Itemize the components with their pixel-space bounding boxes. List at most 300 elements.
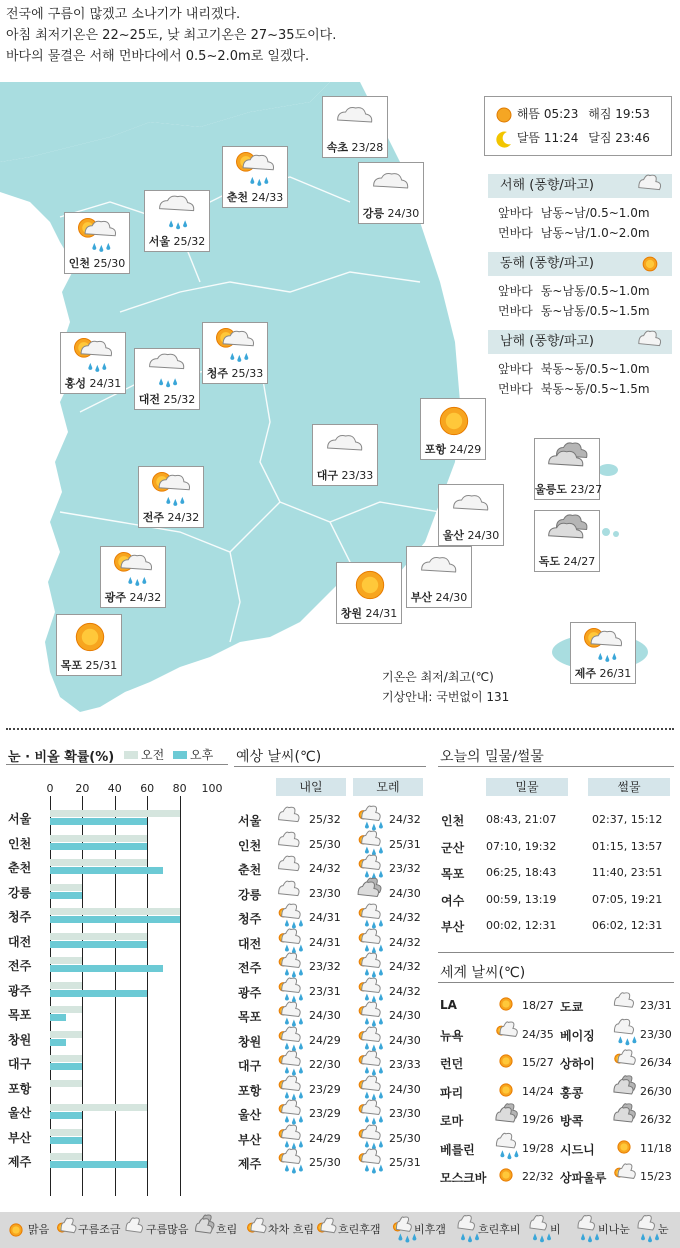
precip-city-label: 울산 — [8, 1106, 32, 1120]
forecast-dayafter-temp: 24/32 — [389, 911, 421, 924]
sun-cloud-rain-icon — [356, 1006, 378, 1022]
precip-city-label: 대구 — [8, 1057, 32, 1071]
precip-bar-am — [50, 1080, 82, 1087]
world-city-name: 도쿄 — [560, 1000, 584, 1014]
precip-bar-pm — [50, 1039, 66, 1046]
sea-region-title: 동해 (풍향/파고) — [500, 256, 595, 271]
cloudy-icon — [636, 177, 664, 195]
forecast-tomorrow-temp: 23/30 — [309, 886, 341, 900]
map-city-temp: 26/31 — [599, 667, 632, 680]
cloud-rain-icon — [528, 1222, 548, 1238]
cloudy-icon — [276, 835, 298, 851]
world-city-temp: 26/34 — [640, 1056, 672, 1069]
sun-cloud-rain-icon — [276, 933, 298, 949]
overcast-icon — [545, 443, 591, 479]
sun-cloud-rain-icon — [71, 337, 117, 373]
sea-region-title: 남해 (풍향/파고) — [500, 334, 595, 349]
precip-city-label: 춘천 — [8, 861, 32, 875]
precip-rule — [6, 764, 228, 765]
world-city-name: 시드니 — [560, 1142, 595, 1157]
sun-cloud-rain-icon — [356, 835, 378, 851]
map-city-card — [534, 510, 600, 572]
cloud-rain-icon — [636, 1222, 656, 1238]
forecast-dayafter-temp: 25/31 — [389, 837, 421, 851]
sea-zone-label: 먼바다 — [498, 304, 533, 318]
sea-zone-label: 앞바다 — [498, 206, 533, 220]
sun-icon — [612, 1139, 634, 1155]
legend-item — [56, 1220, 121, 1240]
sun-cloud-rain-icon — [356, 1055, 378, 1071]
tide-high-times: 00:02, 12:31 — [486, 919, 557, 932]
sun-cloud-rain-icon — [276, 1104, 298, 1120]
forecast-tomorrow-temp: 23/29 — [309, 1082, 341, 1096]
forecast-city: 서울 — [238, 814, 262, 828]
map-city-card — [60, 332, 126, 394]
headline-line-3: 바다의 물결은 서해 먼바다에서 0.5~2.0m로 일겠다. — [6, 49, 310, 64]
precip-bar-am — [50, 884, 82, 891]
sun-cloud-rain-icon — [392, 1222, 412, 1238]
world-city-name: 베이징 — [560, 1028, 595, 1043]
map-city-card — [570, 622, 636, 684]
tide-high-times: 06:25, 18:43 — [486, 866, 557, 879]
legend-label: 구름조금 — [78, 1223, 121, 1236]
precip-bar-am — [50, 908, 180, 915]
legend-am-label: 오전 — [141, 748, 165, 762]
sea-zone-value: 남동~남/1.0~2.0m — [540, 226, 650, 240]
sun-cloud-rain-icon — [356, 908, 378, 924]
overcast-icon — [612, 1082, 634, 1098]
forecast-dayafter-temp: 24/30 — [389, 1033, 421, 1047]
precip-bar-pm — [50, 1112, 82, 1119]
world-city-temp: 19/28 — [522, 1141, 554, 1155]
legend-label: 비 — [550, 1223, 561, 1236]
map-city-name: 울릉도 — [535, 483, 567, 496]
sun-icon — [6, 1222, 26, 1238]
sea-zone-value: 동~남동/0.5~1.0m — [540, 284, 650, 298]
map-city-card — [534, 438, 603, 500]
forecast-tomorrow-temp: 24/32 — [309, 862, 341, 875]
legend-item — [456, 1220, 521, 1240]
tides-col-high: 밀물 — [486, 778, 568, 796]
world-city-name: 홍콩 — [560, 1085, 584, 1100]
map-city-temp: 24/31 — [89, 377, 122, 390]
legend-item — [528, 1220, 561, 1240]
map-city-temp: 25/32 — [163, 393, 196, 406]
cloudy-icon — [612, 996, 634, 1012]
map-city-temp: 25/33 — [231, 367, 264, 380]
map-city-temp: 24/27 — [563, 555, 596, 568]
sun-cloud-rain-icon — [356, 1153, 378, 1169]
cloud-rain-icon — [456, 1222, 476, 1238]
sun-cloud-rain-icon — [75, 217, 121, 253]
forecast-dayafter-temp: 25/30 — [389, 1131, 421, 1145]
sun-cloud-rain-icon — [276, 908, 298, 924]
precip-bar-pm — [50, 1161, 147, 1168]
map-city-card — [144, 190, 210, 252]
sun-icon — [431, 403, 477, 439]
sea-zone-value: 북동~동/0.5~1.0m — [540, 362, 650, 376]
precip-city-label: 전주 — [8, 959, 32, 973]
legend-label: 차차 흐림 — [268, 1223, 315, 1236]
precip-bar-pm — [50, 818, 147, 825]
forecast-tomorrow-temp: 25/32 — [309, 813, 341, 826]
forecast-dayafter-temp: 24/32 — [389, 935, 421, 949]
map-city-name: 전주 — [142, 511, 165, 524]
forecast-rule — [234, 766, 426, 767]
forecast-city: 강릉 — [238, 887, 262, 902]
map-city-name: 부산 — [410, 591, 433, 604]
map-city-card — [420, 398, 486, 460]
precip-bar-am — [50, 1104, 147, 1111]
map-city-name: 춘천 — [226, 191, 249, 204]
forecast-dayafter-temp: 24/30 — [389, 886, 421, 900]
forecast-dayafter-temp: 24/32 — [389, 813, 421, 826]
cloudy-icon — [333, 101, 379, 137]
map-city-temp: 24/30 — [467, 529, 500, 542]
sun-cloud-rain-icon — [276, 1055, 298, 1071]
sea-zone-value: 북동~동/0.5~1.5m — [540, 382, 650, 396]
forecast-tomorrow-temp: 24/29 — [309, 1033, 341, 1047]
tide-high-times: 07:10, 19:32 — [486, 839, 557, 853]
tide-city: 인천 — [441, 814, 465, 828]
sun-cloud-icon — [246, 1222, 266, 1238]
tides-rule — [438, 766, 674, 767]
sunrise-label: 해뜸 — [516, 107, 541, 121]
map-city-card — [358, 162, 424, 224]
sun-icon — [494, 1167, 516, 1183]
precip-bar-am — [50, 859, 147, 866]
sunset-time: 19:53 — [615, 107, 650, 121]
precip-bar-pm — [50, 941, 147, 948]
sun-cloud-rain-icon — [276, 1031, 298, 1047]
map-city-card — [312, 424, 378, 486]
sun-cloud-rain-icon — [276, 1153, 298, 1169]
tide-low-times: 01:15, 13:57 — [592, 839, 663, 853]
forecast-city: 춘천 — [238, 863, 262, 877]
legend-item — [636, 1220, 669, 1240]
world-city-temp: 15/23 — [640, 1170, 672, 1183]
map-city-name: 독도 — [538, 555, 561, 568]
map-city-name: 포항 — [424, 443, 447, 456]
world-city-temp: 19/26 — [522, 1113, 554, 1126]
world-city-name: 모스크바 — [440, 1171, 487, 1185]
world-city-temp: 26/30 — [640, 1084, 672, 1098]
precip-bar-pm — [50, 965, 163, 972]
sun-icon — [494, 1053, 516, 1069]
headline — [6, 4, 336, 67]
world-city-temp: 24/35 — [522, 1027, 554, 1041]
precip-bar-am — [50, 1055, 82, 1062]
map-city-card — [222, 146, 288, 208]
forecast-dayafter-temp: 24/32 — [389, 984, 421, 998]
forecast-col-dayafter: 모레 — [353, 778, 423, 796]
legend-item — [124, 1220, 189, 1240]
forecast-city: 목포 — [238, 1010, 262, 1024]
sea-zone-label: 먼바다 — [498, 382, 533, 396]
forecast-city: 포항 — [238, 1083, 262, 1098]
sun-cloud-icon — [494, 1025, 516, 1041]
precip-bar-pm — [50, 867, 163, 874]
cloudy-icon — [449, 489, 495, 525]
map-city-name: 강릉 — [362, 207, 385, 220]
precip-bar-pm — [50, 1137, 82, 1144]
sea-region-title: 서해 (풍향/파고) — [500, 178, 595, 193]
tide-low-times: 06:02, 12:31 — [592, 919, 663, 932]
map-city-temp: 24/33 — [251, 191, 284, 204]
sun-cloud-rain-icon — [213, 327, 259, 363]
tide-low-times: 02:37, 15:12 — [592, 813, 663, 826]
precip-city-label: 광주 — [8, 983, 32, 998]
sun-cloud-icon — [612, 1053, 634, 1069]
overcast-icon — [194, 1222, 214, 1238]
precip-bar-pm — [50, 1014, 66, 1021]
map-city-name: 홍성 — [64, 377, 87, 390]
sun-cloud-rain-icon — [233, 151, 279, 187]
cloudy-icon — [276, 810, 298, 826]
precip-bar-am — [50, 810, 180, 817]
precip-tick-label: 40 — [107, 782, 122, 795]
forecast-dayafter-temp: 24/32 — [389, 960, 421, 973]
legend-item — [6, 1220, 49, 1240]
cloudy-icon — [323, 429, 369, 465]
map-city-temp: 24/32 — [167, 511, 200, 524]
tide-city: 부산 — [441, 920, 465, 934]
precip-tick-label: 100 — [201, 782, 223, 795]
sun-cloud-rain-icon — [111, 551, 157, 587]
cloud-rain-icon — [576, 1222, 596, 1238]
forecast-dayafter-temp: 25/31 — [389, 1156, 421, 1169]
sun-icon — [347, 567, 393, 603]
world-city-temp: 23/31 — [640, 999, 672, 1012]
sun-cloud-icon — [56, 1222, 76, 1238]
precip-city-label: 포항 — [8, 1081, 32, 1096]
forecast-dayafter-temp: 23/32 — [389, 862, 421, 875]
cloud-rain-icon — [145, 353, 191, 389]
sea-zone-value: 동~남동/0.5~1.5m — [540, 304, 650, 318]
world-city-name: 방콕 — [560, 1114, 584, 1128]
sea-row — [498, 282, 658, 299]
world-city-temp: 15/27 — [522, 1056, 554, 1069]
world-city-name: 상하이 — [560, 1057, 595, 1071]
forecast-city: 인천 — [238, 838, 262, 853]
map-city-name: 청주 — [206, 367, 229, 380]
world-city-name: 뉴욕 — [440, 1028, 464, 1043]
precip-bar-am — [50, 1129, 82, 1136]
world-city-temp: 23/30 — [640, 1027, 672, 1041]
sun-cloud-rain-icon — [276, 982, 298, 998]
map-city-name: 서울 — [148, 235, 171, 248]
map-city-name: 인천 — [68, 257, 91, 270]
forecast-city: 대구 — [238, 1059, 262, 1073]
forecast-tomorrow-temp: 24/30 — [309, 1009, 341, 1022]
forecast-city: 창원 — [238, 1034, 262, 1049]
sun-icon — [67, 619, 113, 655]
sun-icon — [494, 1082, 516, 1098]
legend-label: 흐림 — [216, 1223, 238, 1236]
sun-icon — [636, 255, 664, 273]
legend-label: 비나눈 — [598, 1223, 630, 1236]
sea-row — [498, 380, 658, 397]
precip-bar-am — [50, 1153, 82, 1160]
tide-low-times: 11:40, 23:51 — [592, 866, 663, 879]
precip-city-label: 창원 — [8, 1032, 32, 1047]
map-city-name: 제주 — [574, 667, 597, 680]
world-city-name: 베를린 — [440, 1142, 475, 1157]
map-city-card — [138, 466, 204, 528]
sun-icon — [495, 106, 513, 124]
map-city-card — [64, 212, 130, 274]
forecast-tomorrow-temp: 25/30 — [309, 837, 341, 851]
map-city-temp: 24/31 — [365, 607, 398, 620]
world-city-temp: 14/24 — [522, 1084, 554, 1098]
tide-city: 군산 — [441, 840, 465, 855]
precip-city-label: 서울 — [8, 812, 32, 826]
tide-low-times: 07:05, 19:21 — [592, 892, 663, 906]
sea-region-header — [488, 174, 672, 198]
cloudy-icon — [276, 859, 298, 875]
overcast-icon — [356, 884, 378, 900]
sea-zone-label: 앞바다 — [498, 362, 533, 376]
legend-item — [246, 1220, 314, 1240]
forecast-tomorrow-temp: 23/32 — [309, 960, 341, 973]
map-city-name: 목포 — [60, 659, 83, 672]
precip-bar-pm — [50, 1063, 82, 1070]
moonset-label: 달짐 — [588, 131, 612, 145]
tide-high-times: 08:43, 21:07 — [486, 813, 557, 826]
info-line: 기상안내: 국번없이 131 — [382, 690, 510, 704]
forecast-tomorrow-temp: 23/29 — [309, 1107, 341, 1120]
cloudy-icon — [369, 167, 415, 203]
precip-city-label: 인천 — [8, 836, 32, 851]
forecast-city: 광주 — [238, 985, 262, 1000]
forecast-tomorrow-temp: 24/31 — [309, 935, 341, 949]
legend-item — [194, 1220, 237, 1240]
map-city-name: 광주 — [104, 591, 127, 604]
precip-bar-pm — [50, 990, 147, 997]
precip-city-label: 부산 — [8, 1130, 32, 1145]
precip-bar-am — [50, 957, 82, 964]
precip-bar-am — [50, 933, 147, 940]
sun-cloud-rain-icon — [356, 1080, 378, 1096]
sun-cloud-rain-icon — [356, 859, 378, 875]
legend-am-swatch — [124, 751, 138, 759]
map-city-name: 대전 — [138, 393, 161, 406]
map-city-card — [438, 484, 504, 546]
legend-label: 흐린후갬 — [338, 1223, 381, 1236]
headline-line-2: 아침 최저기온은 22~25도, 낮 최고기온은 27~35도이다. — [6, 28, 337, 43]
map-city-name: 대구 — [316, 469, 339, 482]
legend-label: 맑음 — [28, 1223, 50, 1236]
sun-cloud-icon — [316, 1222, 336, 1238]
overcast-icon — [545, 515, 591, 551]
legend-pm-label: 오후 — [190, 748, 214, 762]
world-city-temp: 18/27 — [522, 999, 554, 1012]
map-city-card — [406, 546, 472, 608]
forecast-tomorrow-temp: 25/30 — [309, 1156, 341, 1169]
precip-bar-pm — [50, 892, 82, 899]
legend-label: 비후갬 — [414, 1223, 446, 1236]
precip-tick-label: 20 — [75, 782, 90, 795]
map-city-card — [202, 322, 268, 384]
map-city-card — [134, 348, 200, 410]
forecast-title: 예상 날씨(℃) — [236, 749, 322, 765]
sun-cloud-rain-icon — [581, 627, 627, 663]
sea-zone-label: 먼바다 — [498, 226, 533, 240]
legend-label: 눈 — [658, 1223, 669, 1236]
cloud-rain-icon — [612, 1025, 634, 1041]
legend-pm-swatch — [173, 751, 187, 759]
map-city-temp: 24/32 — [129, 591, 162, 604]
forecast-city: 울산 — [238, 1108, 262, 1122]
moonrise-label: 달뜸 — [516, 131, 541, 145]
sun-cloud-rain-icon — [276, 1080, 298, 1096]
moon-icon — [495, 130, 513, 148]
sea-zone-value: 남동~남/0.5~1.0m — [540, 206, 650, 220]
legend-label: 구름많음 — [146, 1223, 189, 1236]
world-city-temp: 11/18 — [640, 1141, 672, 1155]
tide-high-times: 00:59, 13:19 — [486, 892, 557, 906]
map-city-temp: 24/30 — [387, 207, 420, 220]
forecast-city: 전주 — [238, 961, 262, 975]
sun-moon-box — [484, 96, 672, 156]
tide-city: 목포 — [441, 867, 465, 881]
precip-city-label: 목포 — [8, 1008, 32, 1022]
sea-region-header — [488, 252, 672, 276]
tide-city: 여수 — [441, 893, 465, 908]
map-city-temp: 25/32 — [173, 235, 206, 248]
precip-city-label: 대전 — [8, 934, 32, 949]
sun-cloud-rain-icon — [149, 471, 195, 507]
sun-cloud-rain-icon — [356, 1129, 378, 1145]
map-city-temp: 23/33 — [341, 469, 374, 482]
map-city-name: 울산 — [442, 529, 465, 542]
sun-cloud-rain-icon — [356, 982, 378, 998]
cloudy-icon — [417, 551, 463, 587]
world-city-name: 상파울루 — [560, 1171, 607, 1185]
legend-label: 흐린후비 — [478, 1223, 521, 1236]
forecast-dayafter-temp: 23/30 — [389, 1107, 421, 1120]
sun-cloud-rain-icon — [356, 1031, 378, 1047]
temp-note: 기온은 최저/최고(℃) — [382, 670, 494, 684]
precip-city-label: 제주 — [8, 1155, 32, 1169]
forecast-city: 제주 — [238, 1157, 262, 1171]
map-city-card — [100, 546, 166, 608]
sea-row — [498, 360, 658, 377]
map-city-temp: 25/31 — [85, 659, 118, 672]
sun-cloud-rain-icon — [276, 957, 298, 973]
forecast-tomorrow-temp: 23/31 — [309, 984, 341, 998]
sea-row — [498, 302, 658, 319]
world-city-name: LA — [440, 998, 457, 1012]
world-top-rule — [438, 952, 674, 953]
precip-bar-am — [50, 982, 82, 989]
world-city-temp: 26/32 — [640, 1113, 672, 1126]
precip-bar-am — [50, 1031, 82, 1038]
world-title: 세계 날씨(℃) — [440, 965, 526, 981]
world-rule — [438, 982, 674, 983]
precip-gridline — [147, 796, 148, 1196]
world-city-name: 로마 — [440, 1114, 464, 1128]
precip-city-label: 청주 — [8, 910, 32, 924]
forecast-city: 대전 — [238, 936, 262, 951]
world-city-name: 파리 — [440, 1085, 464, 1100]
sun-cloud-rain-icon — [276, 1129, 298, 1145]
cloud-rain-icon — [494, 1139, 516, 1155]
forecast-dayafter-temp: 24/30 — [389, 1009, 421, 1022]
precip-tick-label: 80 — [172, 782, 187, 795]
tides-title: 오늘의 밀물/썰물 — [440, 749, 544, 765]
map-city-temp: 23/27 — [570, 483, 603, 496]
